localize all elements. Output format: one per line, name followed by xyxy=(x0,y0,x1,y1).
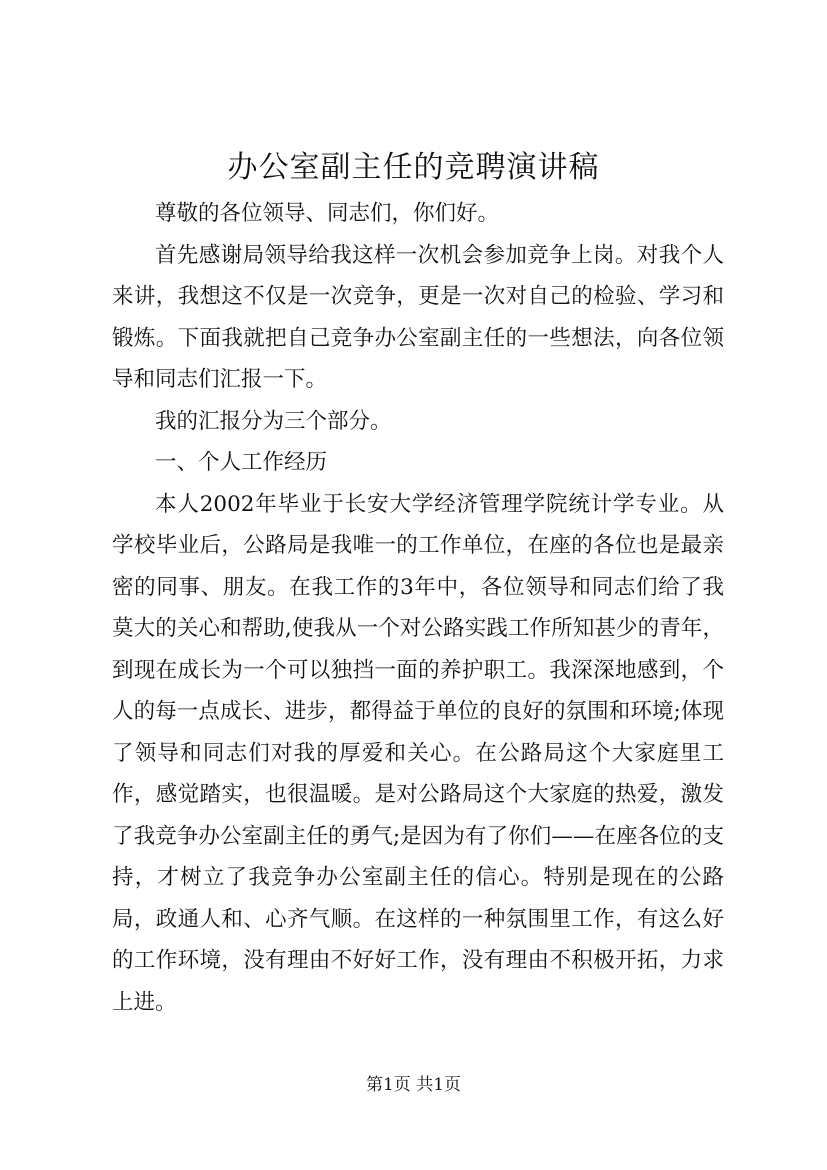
paragraph-work-experience: 本人2002年毕业于长安大学经济管理学院统计学专业。从学校毕业后，公路局是我唯一的工作单位，在座的各位也是最亲密的同事、朋友。在我工作的3年中，各位领导和同志们给了我莫大的关心和帮助,使我从一个对公路实践工作所知甚少的青年，到现在成长为一个可以独挡一面的养护职工。我深深地感到，个人的每一点成长、进步，都得益于单位的良好的氛围和环境;体现了领导和同志们对我的厚爱和关心。在公路局这个大家庭里工作，感觉踏实，也很温暖。是对公路局这个大家庭的热爱，激发了我竞争办公室副主任的勇气;是因为有了你们——在座各位的支持，才树立了我竞争办公室副主任的信心。特别是现在的公路局，政通人和、心齐气顺。在这样的一种氛围里工作，有这么好的工作环境，没有理由不好好工作，没有理由不积极开拓，力求上进。 xyxy=(112,491,724,1015)
page-footer: 第1页 共1页 xyxy=(365,1075,462,1095)
document-body xyxy=(112,193,724,1023)
section-heading-work-experience: 一、个人工作经历 xyxy=(155,450,328,475)
paragraph-greeting: 尊敬的各位领导、同志们，你们好。 xyxy=(155,201,500,226)
paragraph-introduction: 首先感谢局领导给我这样一次机会参加竞争上岗。对我个人来讲，我想这不仅是一次竞争，更是一次对自己的检验、学习和锻炼。下面我就把自己竞争办公室副主任的一些想法，向各位领导和同志们汇报一下。 xyxy=(112,242,724,392)
paragraph-outline: 我的汇报分为三个部分。 xyxy=(155,408,392,434)
document-title: 办公室副主任的竞聘演讲稿 xyxy=(227,150,600,185)
